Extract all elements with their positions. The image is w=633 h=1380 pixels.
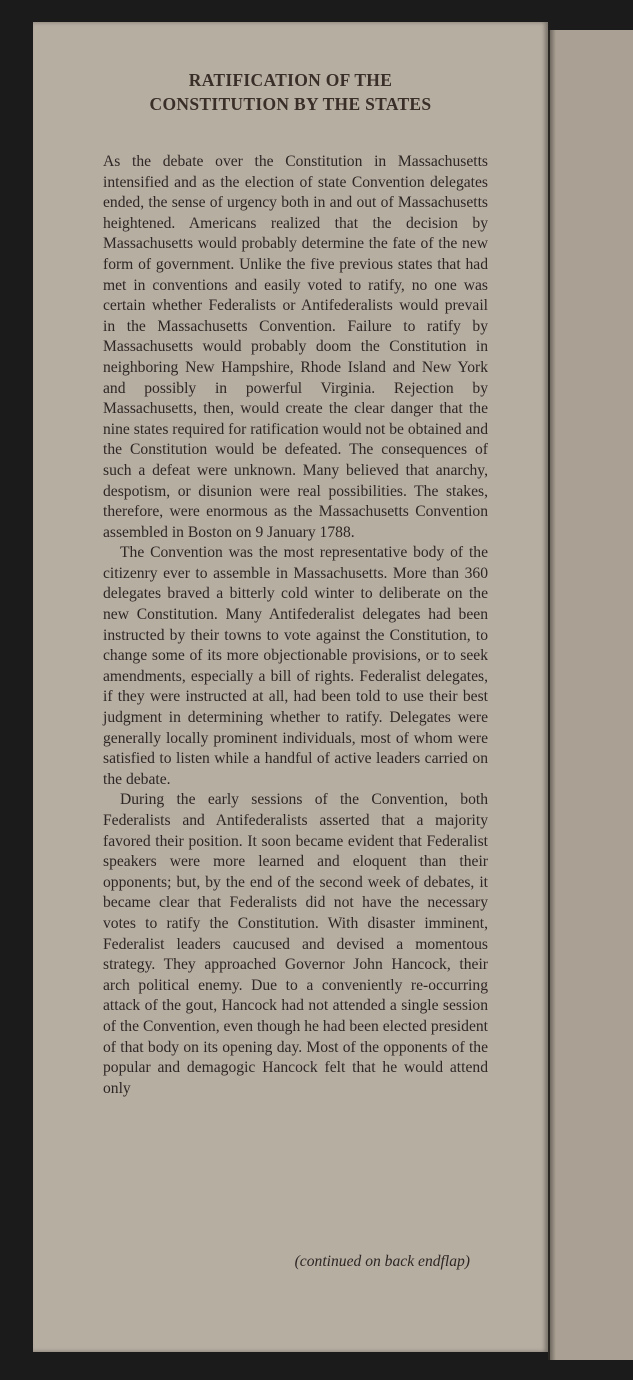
paragraph-1: As the debate over the Constitution in Massachusetts intensified and as the election of state Convention delegates ended, the sense of urgency both in and out of Massachusetts heightened. Americans realized that the decision by Massachusetts would probably determine the fate of the new form of government. Unlike the five previous states that had met in conventions and easily voted to ratify, no one was certain whether Federalists or Antifederalists would prevail in the Massachusetts Convention. Failure to ratify by Massachusetts would probably doom the Constitution in neighboring New Hampshire, Rhode Island and New York and possibly in powerful Virginia. Rejection by Massachusetts, then, would create the clear danger that the nine states required for ratification would not be obtained and the Constitution would be defeated. The consequences of such a defeat were unknown. Many believed that anarchy, despotism, or disunion were real possibilities. The stakes, therefore, were enormous as the Massachusetts Convention assembled in Boston on 9 January 1788. — [103, 153, 488, 541]
body-text — [103, 152, 488, 1099]
continued-note: (continued on back endflap) — [294, 1253, 470, 1270]
title-line-1: RATIFICATION OF THE — [188, 70, 393, 90]
title-line-2: CONSTITUTION BY THE STATES — [149, 94, 432, 114]
paragraph-3: During the early sessions of the Convention, both Federalists and Antifederalists asserted that a majority favored their position. It soon became evident that Federalist speakers were more learned and eloquent than their opponents; but, by the end of the second week of debates, it became clear that Federalists did not have the necessary votes to ratify the Constitution. With disaster imminent, Federalist leaders caucused and devised a momentous strategy. They approached Governor John Hancock, their arch political enemy. Due to a conveniently re-occurring attack of the gout, Hancock had not attended a single session of the Convention, even though he had been elected president of that body on its opening day. Most of the opponents of the popular and demagogic Hancock felt that he would attend only — [103, 791, 488, 1097]
page-title — [33, 68, 548, 116]
book-cover-edge — [548, 30, 633, 1360]
paragraph-2: The Convention was the most representative body of the citizenry ever to assemble in Massachusetts. More than 360 delegates braved a bitterly cold winter to deliberate on the new Constitution. Many Antifederalist delegates had been instructed by their towns to vote against the Constitution, to change some of its more objectionable provisions, or to seek amendments, especially a bill of rights. Federalist delegates, if they were instructed at all, had been told to use their best judgment in determining whether to ratify. Delegates were generally locally prominent individuals, most of whom were satisfied to listen while a handful of active leaders carried on the debate. — [103, 544, 488, 788]
